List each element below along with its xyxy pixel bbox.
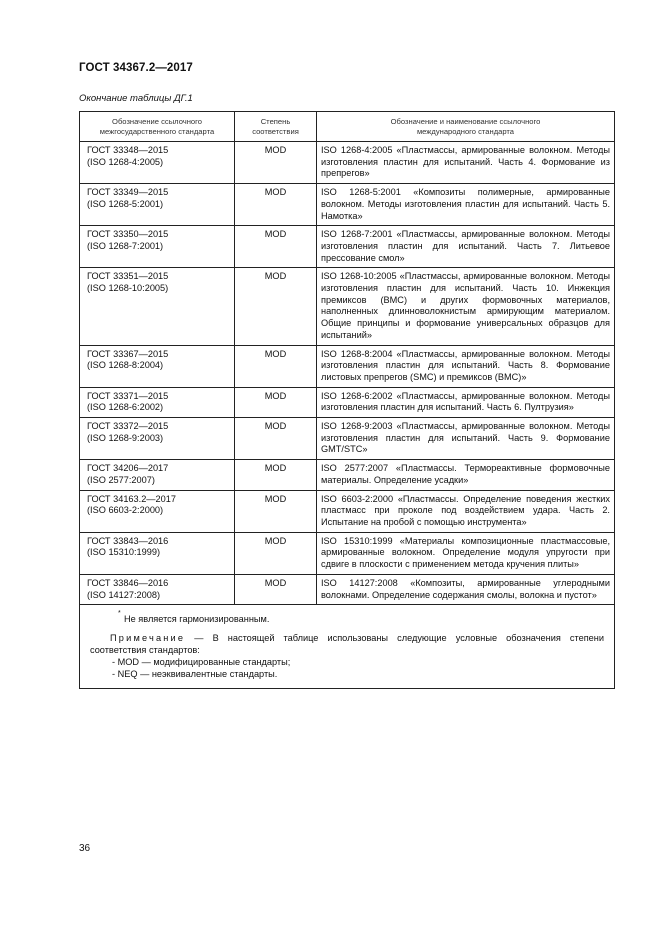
degree-cell: MOD xyxy=(235,574,317,604)
table-row xyxy=(80,226,615,268)
gost-iso-reference: (ISO 1268-8:2004) xyxy=(87,360,164,371)
degree-cell: MOD xyxy=(235,490,317,532)
degree-cell: MOD xyxy=(235,345,317,387)
gost-iso-reference: (ISO 1268-10:2005) xyxy=(87,283,169,294)
gost-designation-cell xyxy=(80,418,235,460)
iso-standard-cell: ISO 2577:2007 «Пластмассы. Термореактивные формовочные материалы. Определение усадки» xyxy=(317,460,615,490)
iso-standard-cell: ISO 1268-10:2005 «Пластмассы, армированные волокном. Методы изготовления пластин для испытаний. Часть 10. Инжекция премиксов (BMC) и других формовочных материалов, наполненных длинноволокнистым армирующим материалом. Общие принципы и формование универсальных образцов для испытаний» xyxy=(317,268,615,345)
iso-standard-cell: ISO 1268-4:2005 «Пластмассы, армированные волокном. Методы изготовления пластин для испытаний. Часть 4. Формование из препрегов» xyxy=(317,142,615,184)
column-header-iso: Обозначение и наименование ссылочного международного стандарта xyxy=(317,112,615,142)
gost-iso-reference: (ISO 2577:2007) xyxy=(87,474,155,485)
gost-number: ГОСТ 33846—2016 xyxy=(87,577,169,588)
gost-iso-reference: (ISO 14127:2008) xyxy=(87,589,161,600)
footnote xyxy=(90,610,604,625)
table-row xyxy=(80,268,615,345)
table-row xyxy=(80,532,615,574)
gost-designation-cell xyxy=(80,184,235,226)
table-row xyxy=(80,345,615,387)
gost-number: ГОСТ 33372—2015 xyxy=(87,421,169,432)
gost-number: ГОСТ 33367—2015 xyxy=(87,348,169,359)
gost-number: ГОСТ 34163.2—2017 xyxy=(87,493,176,504)
table-row xyxy=(80,418,615,460)
iso-standard-cell: ISO 1268-8:2004 «Пластмассы, армированные волокном. Методы изготовления пластин для испытаний. Часть 8. Формование листовых препрегов (SMC) и премиксов (BMC)» xyxy=(317,345,615,387)
footnote-mark: * xyxy=(118,610,121,618)
degree-cell: MOD xyxy=(235,226,317,268)
gost-number: ГОСТ 34206—2017 xyxy=(87,463,169,474)
degree-cell: MOD xyxy=(235,184,317,226)
table-row xyxy=(80,387,615,417)
degree-cell: MOD xyxy=(235,532,317,574)
table-body xyxy=(80,142,615,605)
gost-designation-cell xyxy=(80,490,235,532)
standards-table xyxy=(79,111,615,689)
page-number: 36 xyxy=(79,843,91,854)
gost-number: ГОСТ 33371—2015 xyxy=(87,390,169,401)
gost-iso-reference: (ISO 1268-5:2001) xyxy=(87,198,164,209)
column-header-degree: Степень соответствия xyxy=(235,112,317,142)
gost-iso-reference: (ISO 15310:1999) xyxy=(87,547,161,558)
column-header-gost: Обозначение ссылочного межгосударственного стандарта xyxy=(80,112,235,142)
degree-cell: MOD xyxy=(235,418,317,460)
note-title: Примечание xyxy=(110,633,186,644)
table-row xyxy=(80,574,615,604)
table-header-row xyxy=(80,112,615,142)
gost-designation-cell xyxy=(80,345,235,387)
gost-designation-cell xyxy=(80,532,235,574)
note-text: — В настоящей таблице использованы следующие условные обозначения степени соответствия стандартов: xyxy=(90,633,604,656)
gost-designation-cell xyxy=(80,226,235,268)
degree-cell: MOD xyxy=(235,268,317,345)
degree-cell: MOD xyxy=(235,387,317,417)
document-header: ГОСТ 34367.2—2017 xyxy=(79,62,193,74)
notes-row xyxy=(80,605,615,689)
note-item-neq: - NEQ — неэквивалентные стандарты. xyxy=(112,669,278,680)
table-caption: Окончание таблицы ДГ.1 xyxy=(79,93,193,104)
degree-cell: MOD xyxy=(235,142,317,184)
gost-iso-reference: (ISO 6603-2:2000) xyxy=(87,505,164,516)
gost-designation-cell xyxy=(80,574,235,604)
gost-iso-reference: (ISO 1268-4:2005) xyxy=(87,156,164,167)
table-row xyxy=(80,184,615,226)
gost-number: ГОСТ 33843—2016 xyxy=(87,535,169,546)
note-paragraph xyxy=(90,632,604,656)
gost-number: ГОСТ 33350—2015 xyxy=(87,229,169,240)
gost-iso-reference: (ISO 1268-7:2001) xyxy=(87,240,164,251)
iso-standard-cell: ISO 1268-6:2002 «Пластмассы, армированные волокном. Методы изготовления пластин для испытаний. Часть 6. Пултрузия» xyxy=(317,387,615,417)
table-notes xyxy=(80,605,615,689)
note-item-mod: - MOD — модифицированные стандарты; xyxy=(112,657,291,668)
gost-number: ГОСТ 33348—2015 xyxy=(87,145,169,155)
iso-standard-cell: ISO 1268-9:2003 «Пластмассы, армированные волокном. Методы изготовления пластин для испытаний. Часть 9. Формование GMT/STC» xyxy=(317,418,615,460)
gost-designation-cell xyxy=(80,387,235,417)
gost-iso-reference: (ISO 1268-9:2003) xyxy=(87,432,164,443)
gost-number: ГОСТ 33351—2015 xyxy=(87,271,169,282)
iso-standard-cell: ISO 14127:2008 «Композиты, армированные углеродными волокнами. Определение содержания смолы, волокна и пустот» xyxy=(317,574,615,604)
iso-standard-cell: ISO 15310:1999 «Материалы композиционные пластмассовые, армированные волокном. Определение модуля упругости при сдвиге в плоскости с применением метода кручения плиты» xyxy=(317,532,615,574)
gost-number: ГОСТ 33349—2015 xyxy=(87,187,169,198)
degree-cell: MOD xyxy=(235,460,317,490)
gost-iso-reference: (ISO 1268-6:2002) xyxy=(87,402,164,413)
iso-standard-cell: ISO 1268-7:2001 «Пластмассы, армированные волокном. Методы изготовления пластин для испытаний. Часть 7. Литьевое прессование смол» xyxy=(317,226,615,268)
gost-designation-cell xyxy=(80,142,235,184)
gost-designation-cell xyxy=(80,268,235,345)
footnote-text: Не является гармонизированным. xyxy=(124,614,270,625)
iso-standard-cell: ISO 6603-2:2000 «Пластмассы. Определение поведения жестких пластмасс при проколе под воздействием удара. Часть 2. Испытание на пробой с помощью инструмента» xyxy=(317,490,615,532)
table-row xyxy=(80,460,615,490)
table-row xyxy=(80,490,615,532)
iso-standard-cell: ISO 1268-5:2001 «Композиты полимерные, армированные волокном. Методы изготовления пластин для испытаний. Часть 5. Намотка» xyxy=(317,184,615,226)
table-row xyxy=(80,142,615,184)
gost-designation-cell xyxy=(80,460,235,490)
